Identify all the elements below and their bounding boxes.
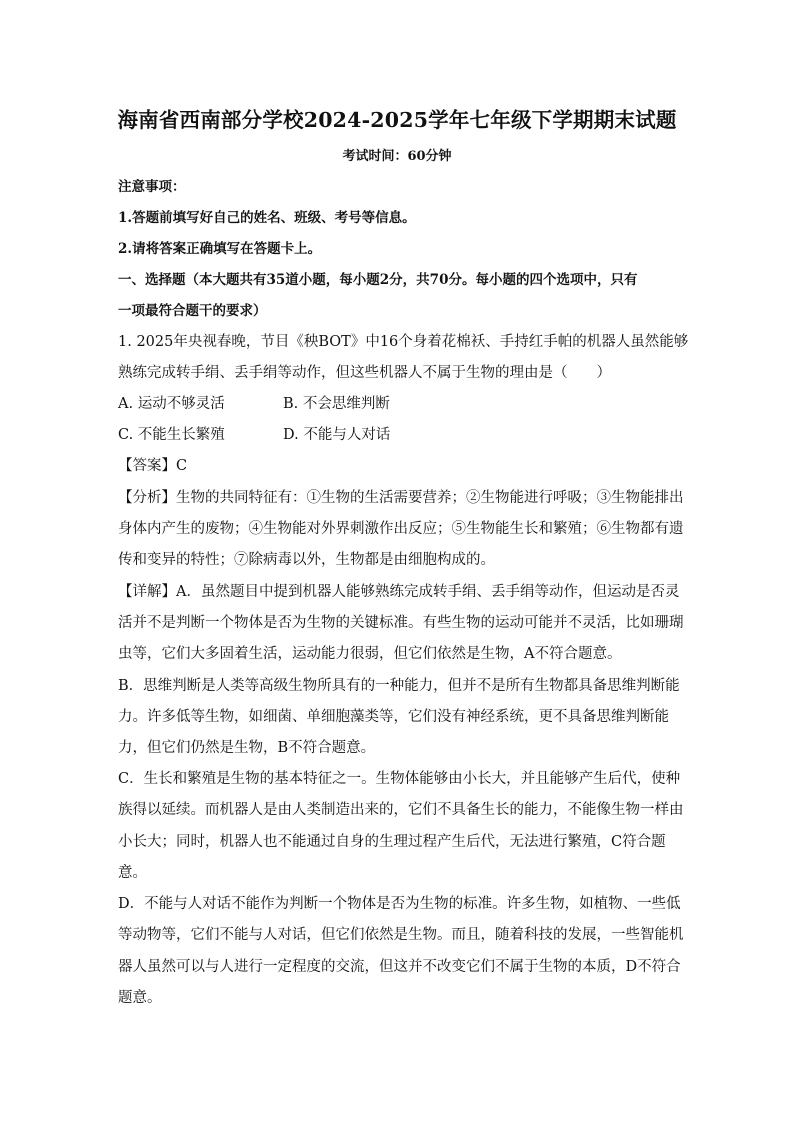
detail-line: 题意。 bbox=[118, 990, 162, 1006]
page-title: 海南省西南部分学校2024-2025学年七年级下学期期末试题 bbox=[117, 108, 677, 132]
notice-heading: 注意事项： bbox=[118, 179, 186, 195]
option-a: A. 运动不够灵活 bbox=[118, 396, 225, 412]
analysis-line: 身体内产生的废物；④生物能对外界刺激作出反应；⑤生物能生长和繁殖；⑥生物都有遗 bbox=[118, 521, 684, 537]
option-c: C. 不能生长繁殖 bbox=[118, 427, 225, 443]
detail-line: 族得以延续。而机器人是由人类制造出来的，它们不具备生长的能力，不能像生物一样由 bbox=[118, 802, 684, 818]
section-heading: 一、选择题（本大题共有35道小题，每小题2分，共70分。每小题的四个选项中，只有 bbox=[118, 272, 638, 288]
detail-line: 活并不是判断一个物体是否为生物的关键标准。有些生物的运动可能并不灵活，比如珊瑚 bbox=[118, 615, 684, 631]
answer: 【答案】C bbox=[118, 458, 188, 474]
detail-line: 器人虽然可以与人进行一定程度的交流，但这并不改变它们不属于生物的本质，D不符合 bbox=[118, 959, 681, 975]
question-stem: 1. 2025年央视春晚，节目《秧BOT》中16个身着花棉袄、手持红手帕的机器人虽然能够 bbox=[118, 334, 689, 350]
question-stem: 熟练完成转手绢、丢手绢等动作，但这些机器人不属于生物的理由是（ ） bbox=[118, 365, 611, 381]
detail-line: B．思维判断是人类等高级生物所具有的一种能力，但并不是所有生物都具备思维判断能 bbox=[118, 678, 680, 694]
detail-line: 【详解】A．虽然题目中提到机器人能够熟练完成转手绢、丢手绢等动作，但运动是否灵 bbox=[118, 584, 680, 600]
detail-line: C．生长和繁殖是生物的基本特征之一。生物体能够由小长大，并且能够产生后代，使种 bbox=[118, 771, 681, 787]
option-b: B. 不会思维判断 bbox=[283, 396, 390, 412]
detail-line: 小长大；同时，机器人也不能通过自身的生理过程产生后代，无法进行繁殖，C符合题 bbox=[118, 834, 666, 850]
detail-line: 力，但它们仍然是生物，B不符合题意。 bbox=[118, 740, 376, 756]
detail-line: D．不能与人对话不能作为判断一个物体是否为生物的标准。许多生物，如植物、一些低 bbox=[118, 896, 681, 912]
notice-item: 1.答题前填写好自己的姓名、班级、考号等信息。 bbox=[118, 210, 416, 226]
section-heading: 一项最符合题干的要求） bbox=[118, 303, 267, 319]
exam-time: 考试时间：60分钟 bbox=[342, 149, 452, 164]
detail-line: 虫等，它们大多固着生活，运动能力很弱，但它们依然是生物，A不符合题意。 bbox=[118, 646, 622, 662]
detail-line: 等动物等，它们不能与人对话，但它们依然是生物。而且，随着科技的发展，一些智能机 bbox=[118, 927, 684, 943]
option-d: D. 不能与人对话 bbox=[283, 427, 391, 443]
analysis-line: 【分析】生物的共同特征有：①生物的生活需要营养；②生物能进行呼吸；③生物能排出 bbox=[118, 490, 684, 506]
detail-line: 意。 bbox=[118, 865, 147, 881]
notice-item: 2.请将答案正确填写在答题卡上。 bbox=[118, 241, 322, 257]
detail-line: 力。许多低等生物，如细菌、单细胞藻类等，它们没有神经系统，更不具备思维判断能 bbox=[118, 709, 669, 725]
analysis-line: 传和变异的特性；⑦除病毒以外，生物都是由细胞构成的。 bbox=[118, 552, 495, 568]
